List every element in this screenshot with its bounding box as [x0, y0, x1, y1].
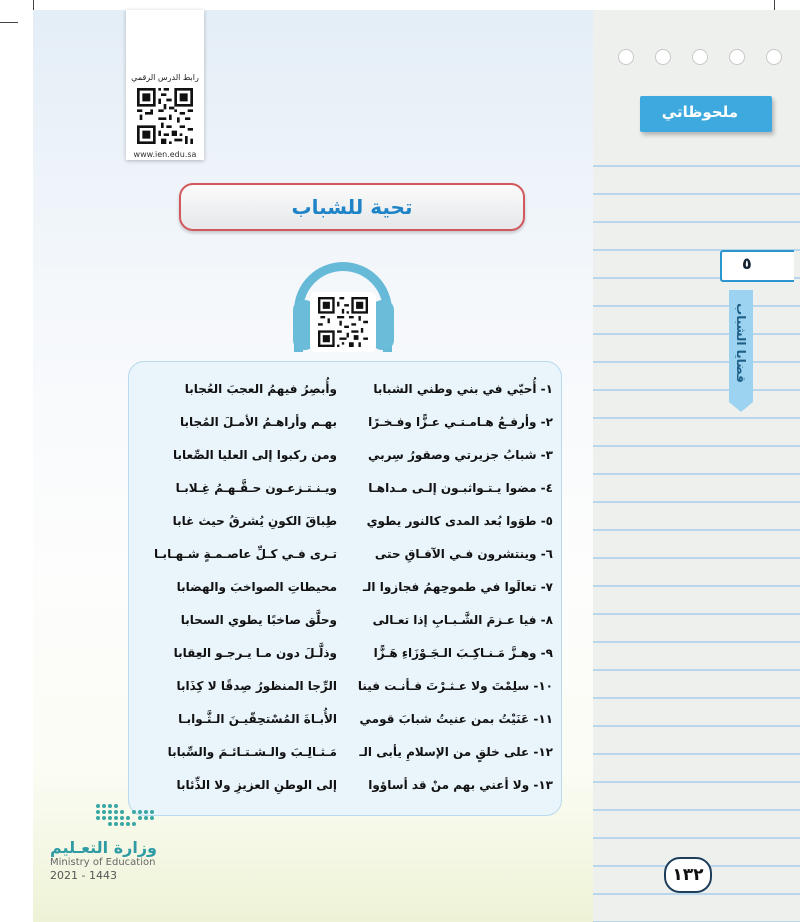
poem-verse: [137, 712, 557, 742]
binder-hole: [729, 49, 745, 65]
ministry-name-ar: وزارة التعـليم: [50, 838, 157, 857]
binder-hole: [692, 49, 708, 65]
verse-first-hemistich: ١٠- سلِمْتَ ولا عـثـرْتَ فـأنـت فينا: [357, 679, 553, 693]
poem-verse: [137, 646, 557, 676]
ministry-name-en: Ministry of Education: [50, 857, 156, 868]
notes-tab: [640, 96, 772, 132]
unit-name: قضايا الشباب: [734, 303, 748, 383]
lesson-qr-label: رابط الدرس الرقمي: [131, 73, 199, 82]
audio-qr-code-icon[interactable]: [318, 296, 368, 348]
verse-second-hemistich: وذلَّـلَ دون مـا يـرجـو العِقابا: [173, 646, 337, 660]
poem-verse: [137, 745, 557, 775]
unit-tag: [729, 290, 753, 402]
ministry-logo-icon: [90, 800, 160, 832]
poem-box: [128, 361, 562, 816]
verse-first-hemistich: ٤- مضوا يـتـواثبـون إلـى مـداهـا: [368, 481, 553, 495]
verse-first-hemistich: ٩- وهـزَّ مَـنـاكِـبَ الـجَـوْزَاءِ هَـزًّا: [373, 646, 553, 660]
binder-hole: [618, 49, 634, 65]
binder-hole: [655, 49, 671, 65]
verse-first-hemistich: ١٣- ولا أعني بهم منْ قد أساؤوا: [368, 778, 553, 792]
verse-second-hemistich: إلى الوطنِ العزيزِ ولا الذِّئابا: [176, 778, 337, 792]
page-number: ١٣٢: [664, 857, 712, 893]
binder-hole: [766, 49, 782, 65]
verse-second-hemistich: بهـم وأراهـمُ الأمـلَ المُجابا: [179, 415, 337, 429]
verse-second-hemistich: مَـثـالِـبَ والـشـتـائـمَ والسِّبابا: [167, 745, 337, 759]
lesson-qr-url[interactable]: www.ien.edu.sa: [133, 150, 197, 159]
poem-verse: [137, 514, 557, 544]
verse-second-hemistich: تـرى فـي كـلِّ عاصـمـةٍ شـهـابـا: [153, 547, 337, 561]
verse-second-hemistich: الأُبـاةَ المُسْتحِقّيـنَ الـثَّـوابـا: [178, 712, 337, 726]
verse-first-hemistich: ٥- طوَوا بُعد المدى كالنور يطوي: [366, 514, 553, 528]
poem-verse: [137, 448, 557, 478]
qr-code-icon[interactable]: [137, 86, 193, 146]
verse-first-hemistich: ١- أُحيّي في بني وطني الشبابا: [373, 382, 553, 396]
lesson-title: تحية للشباب: [291, 195, 413, 219]
verse-second-hemistich: ويـنـتـزعـون حـقَّـهـمُ غِـلابـا: [175, 481, 337, 495]
audio-qr-frame[interactable]: [310, 292, 376, 352]
poem-verse: [137, 679, 557, 709]
poem-verse: [137, 778, 557, 808]
notes-label: ملحوظاتي: [661, 103, 738, 121]
verse-second-hemistich: ومن ركبوا إلى العليا الصِّعابا: [172, 448, 337, 462]
verse-second-hemistich: طِباقَ الكونِ يُشرقُ حيث غابا: [172, 514, 337, 528]
verse-second-hemistich: الرِّجا المنظورُ صِدقًا لا كِذَابا: [176, 679, 337, 693]
poem-verse: [137, 415, 557, 445]
verse-second-hemistich: محيطاتِ الصواخبَ والهضابا: [176, 580, 337, 594]
notes-sidebar: [593, 10, 800, 922]
poem-verse: [137, 580, 557, 610]
lesson-title-box: [179, 183, 525, 231]
lesson-qr-card[interactable]: [126, 10, 204, 160]
verse-first-hemistich: ٦- وينتشرون فـي الآفـاقِ حتى: [374, 547, 553, 561]
verse-second-hemistich: وأُبصِرُ فيهمُ العجبَ العُجابا: [184, 382, 337, 396]
ministry-year: 2021 - 1443: [50, 869, 117, 882]
unit-number-box: [720, 250, 794, 282]
verse-second-hemistich: وحلَّق صاخبًا يطوي السحابا: [180, 613, 337, 627]
verse-first-hemistich: ٧- تعالَوا في طموحِهمُ فجازوا الـ: [362, 580, 553, 594]
verse-first-hemistich: ٨- فيا عـزمَ الشَّـبـابِ إذا تعـالى: [372, 613, 553, 627]
poem-verse: [137, 547, 557, 577]
verse-first-hemistich: ٢- وأرفـعُ هـامـتـي عـزًّا وفـخـرًا: [368, 415, 553, 429]
poem-verse: [137, 382, 557, 412]
poem-verse: [137, 613, 557, 643]
crop-mark: [0, 22, 18, 23]
verse-first-hemistich: ١٢- على خلقٍ من الإسلامِ يأبى الـ: [359, 745, 553, 759]
poem-verse: [137, 481, 557, 511]
verse-first-hemistich: ١١- عَنَيْتُ بمن عنيتُ شبابَ قومي: [359, 712, 553, 726]
verse-first-hemistich: ٣- شبابُ جزيرتي وصقورُ سِربي: [367, 448, 553, 462]
unit-number: ٥: [742, 254, 752, 273]
